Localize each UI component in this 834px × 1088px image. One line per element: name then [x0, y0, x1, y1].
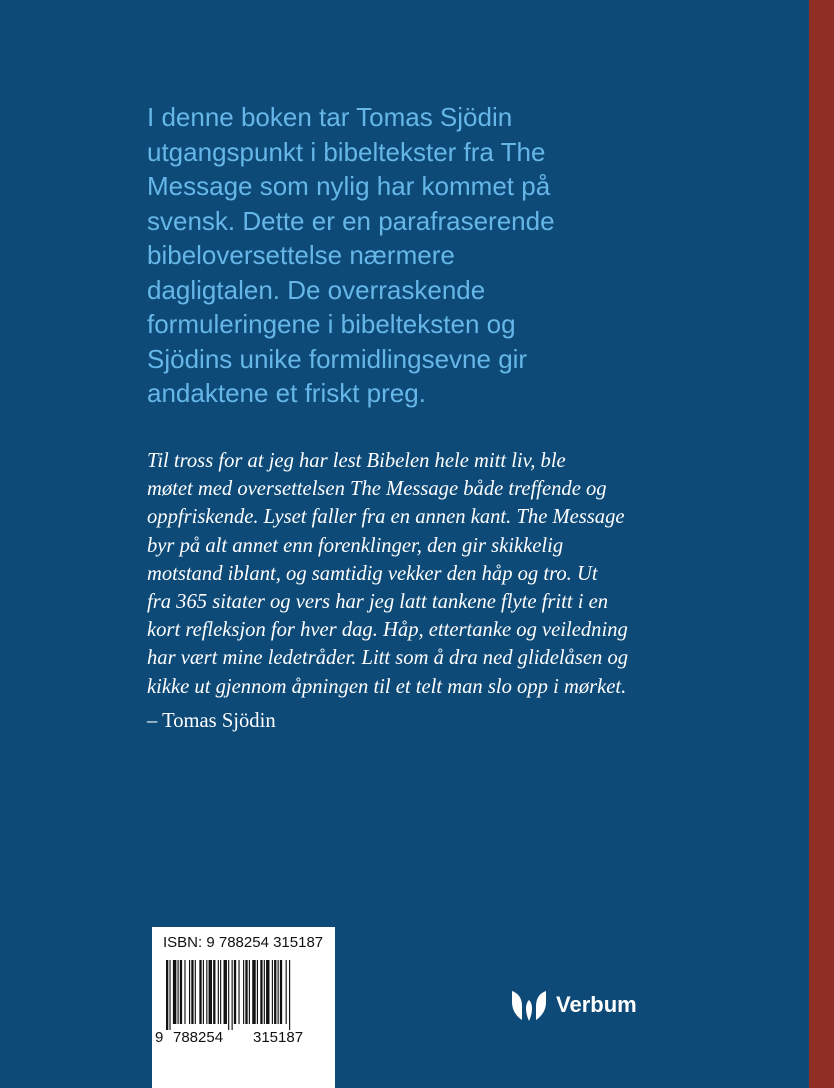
- barcode-bar: [173, 960, 176, 1024]
- barcode-bar: [169, 960, 170, 1030]
- barcode-bar: [274, 960, 276, 1024]
- barcode-bar: [266, 960, 269, 1024]
- quote-author: – Tomas Sjödin: [147, 710, 276, 732]
- blurb-line: andaktene et friskt preg.: [147, 378, 426, 408]
- quote-line: kort refleksjon for hver dag. Håp, ettertanke og veiledning: [147, 619, 628, 642]
- isbn-barcode: [152, 927, 335, 1088]
- barcode-bar: [260, 960, 262, 1024]
- barcode-bar: [257, 960, 258, 1024]
- barcode-bar: [234, 960, 236, 1024]
- barcode-bar: [191, 960, 193, 1024]
- blurb-line: formuleringene i bibelteksten og: [147, 309, 516, 339]
- barcode-digit-group-left: 788254: [173, 1029, 224, 1046]
- barcode-bar: [232, 960, 233, 1030]
- blurb-line: dagligtalen. De overraskende: [147, 274, 486, 305]
- barcode-bar: [243, 960, 244, 1024]
- quote-line: Til tross for at jeg har lest Bibelen hele mitt liv, ble: [147, 450, 566, 472]
- quote-line: kikke ut gjennom åpningen til et telt man slo opp i mørket.: [147, 675, 627, 698]
- quote-line: oppfriskende. Lyset faller fra en annen kant. The Message: [147, 506, 625, 529]
- barcode-bar: [278, 960, 279, 1024]
- barcode-bar: [213, 960, 215, 1024]
- barcode-bar: [220, 960, 221, 1024]
- barcode-bar: [166, 960, 168, 1030]
- barcode-bar: [238, 960, 239, 1024]
- barcode-bar: [180, 960, 182, 1024]
- barcode-bar: [206, 960, 207, 1024]
- blurb-line: I denne boken tar Tomas Sjödin: [147, 102, 513, 132]
- barcode-digit-prefix: 9: [155, 1029, 164, 1046]
- quote-line: fra 365 sitater og vers har jeg latt tankene flyte fritt i en: [147, 591, 609, 614]
- quote-line: byr på alt annet enn forenklinger, den gir skikkelig: [147, 534, 564, 557]
- barcode-bar: [199, 960, 201, 1024]
- publisher-name: Verbum: [556, 992, 637, 1017]
- barcode-bars: [166, 960, 326, 1030]
- author-quote: [147, 447, 707, 701]
- barcode-bar: [272, 960, 273, 1024]
- isbn-label: ISBN: 9 788254 315187: [163, 934, 324, 951]
- quote-line: møtet med oversettelsen The Message både treffende og: [147, 478, 607, 501]
- barcode-bar: [195, 960, 196, 1024]
- barcode-bar: [245, 960, 247, 1024]
- barcode-bar: [184, 960, 185, 1024]
- publisher-logo: [510, 988, 637, 1022]
- blurb-line: svensk. Dette er en parafraserende: [147, 205, 555, 236]
- blurb-paragraph: [147, 100, 617, 411]
- barcode-bar: [286, 960, 287, 1024]
- barcode-bar: [249, 960, 250, 1024]
- barcode-bar: [280, 960, 282, 1024]
- barcode-bar: [209, 960, 212, 1024]
- blurb-line: utgangspunkt i bibeltekster fra The: [147, 136, 546, 167]
- barcode-bar: [252, 960, 255, 1024]
- barcode-bar: [264, 960, 265, 1024]
- barcode-digit-group-right: 315187: [253, 1029, 304, 1046]
- blurb-line: Message som nylig har kommet på: [147, 171, 551, 201]
- barcode-bar: [189, 960, 190, 1024]
- quote-line: motstand iblant, og samtidig vekker den håp og tro. Ut: [147, 562, 598, 585]
- verbum-leaf-icon: [510, 988, 548, 1022]
- barcode-bar: [203, 960, 204, 1024]
- barcode-bar: [178, 960, 179, 1024]
- book-spine-edge: [809, 0, 834, 1088]
- blurb-line: Sjödins unike formidlingsevne gir: [147, 343, 528, 374]
- barcode-bar: [224, 960, 227, 1024]
- barcode-bar: [228, 960, 229, 1030]
- barcode-bar: [218, 960, 219, 1024]
- blurb-line: bibeloversettelse nærmere: [147, 240, 455, 270]
- barcode-bar: [289, 960, 290, 1030]
- quote-line: har vært mine ledetråder. Litt som å dra ned glidelåsen og: [147, 647, 629, 670]
